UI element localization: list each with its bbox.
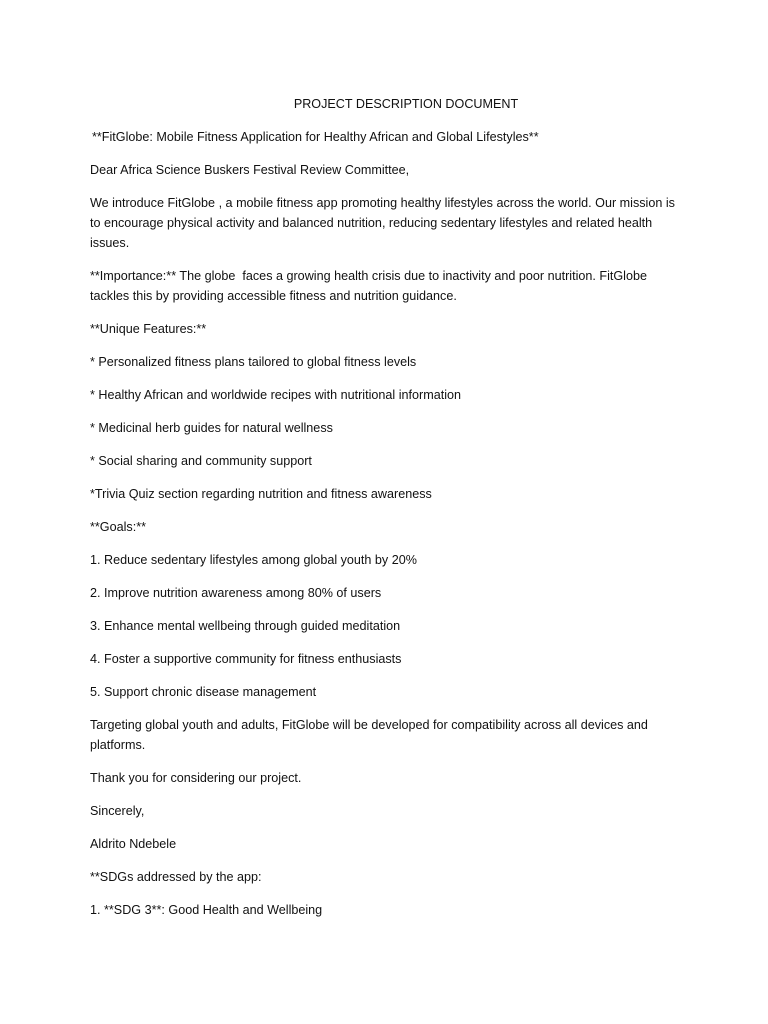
goal-item: 4. Foster a supportive community for fitness enthusiasts xyxy=(90,652,402,666)
intro-paragraph: We introduce FitGlobe , a mobile fitness app promoting healthy lifestyles across the world. Our mission is to encourage physical activity and balanced nutrition, reducing sedentary lifestyles and related health issues. xyxy=(90,196,679,250)
sdg-item: 1. **SDG 3**: Good Health and Wellbeing xyxy=(90,903,323,917)
features-heading: **Unique Features:** xyxy=(90,322,207,336)
goals-heading: **Goals:** xyxy=(90,520,147,534)
salutation: Dear Africa Science Buskers Festival Review Committee, xyxy=(90,163,410,177)
feature-item: *Trivia Quiz section regarding nutrition and fitness awareness xyxy=(90,487,432,501)
goal-item: 2. Improve nutrition awareness among 80% of users xyxy=(90,586,382,600)
feature-item: * Personalized fitness plans tailored to global fitness levels xyxy=(90,355,417,369)
thanks-line: Thank you for considering our project. xyxy=(90,771,302,785)
goal-item: 1. Reduce sedentary lifestyles among global youth by 20% xyxy=(90,553,417,567)
goal-item: 3. Enhance mental wellbeing through guided meditation xyxy=(90,619,401,633)
document-subtitle: **FitGlobe: Mobile Fitness Application for Healthy African and Global Lifestyles** xyxy=(92,130,539,144)
targeting-paragraph: Targeting global youth and adults, FitGlobe will be developed for compatibility across all devices and platforms. xyxy=(90,718,652,752)
sdgs-heading: **SDGs addressed by the app: xyxy=(90,870,262,884)
signature-name: Aldrito Ndebele xyxy=(90,837,177,851)
feature-item: * Social sharing and community support xyxy=(90,454,312,468)
goal-item: 5. Support chronic disease management xyxy=(90,685,317,699)
feature-item: * Medicinal herb guides for natural wellness xyxy=(90,421,333,435)
closing-line: Sincerely, xyxy=(90,804,145,818)
document-title: PROJECT DESCRIPTION DOCUMENT xyxy=(293,97,519,111)
importance-paragraph: **Importance:** The globe faces a growing health crisis due to inactivity and poor nutrition. FitGlobe tackles this by providing accessible fitness and nutrition guidance. xyxy=(90,269,651,303)
document-body xyxy=(90,94,678,933)
feature-item: * Healthy African and worldwide recipes with nutritional information xyxy=(90,388,461,402)
